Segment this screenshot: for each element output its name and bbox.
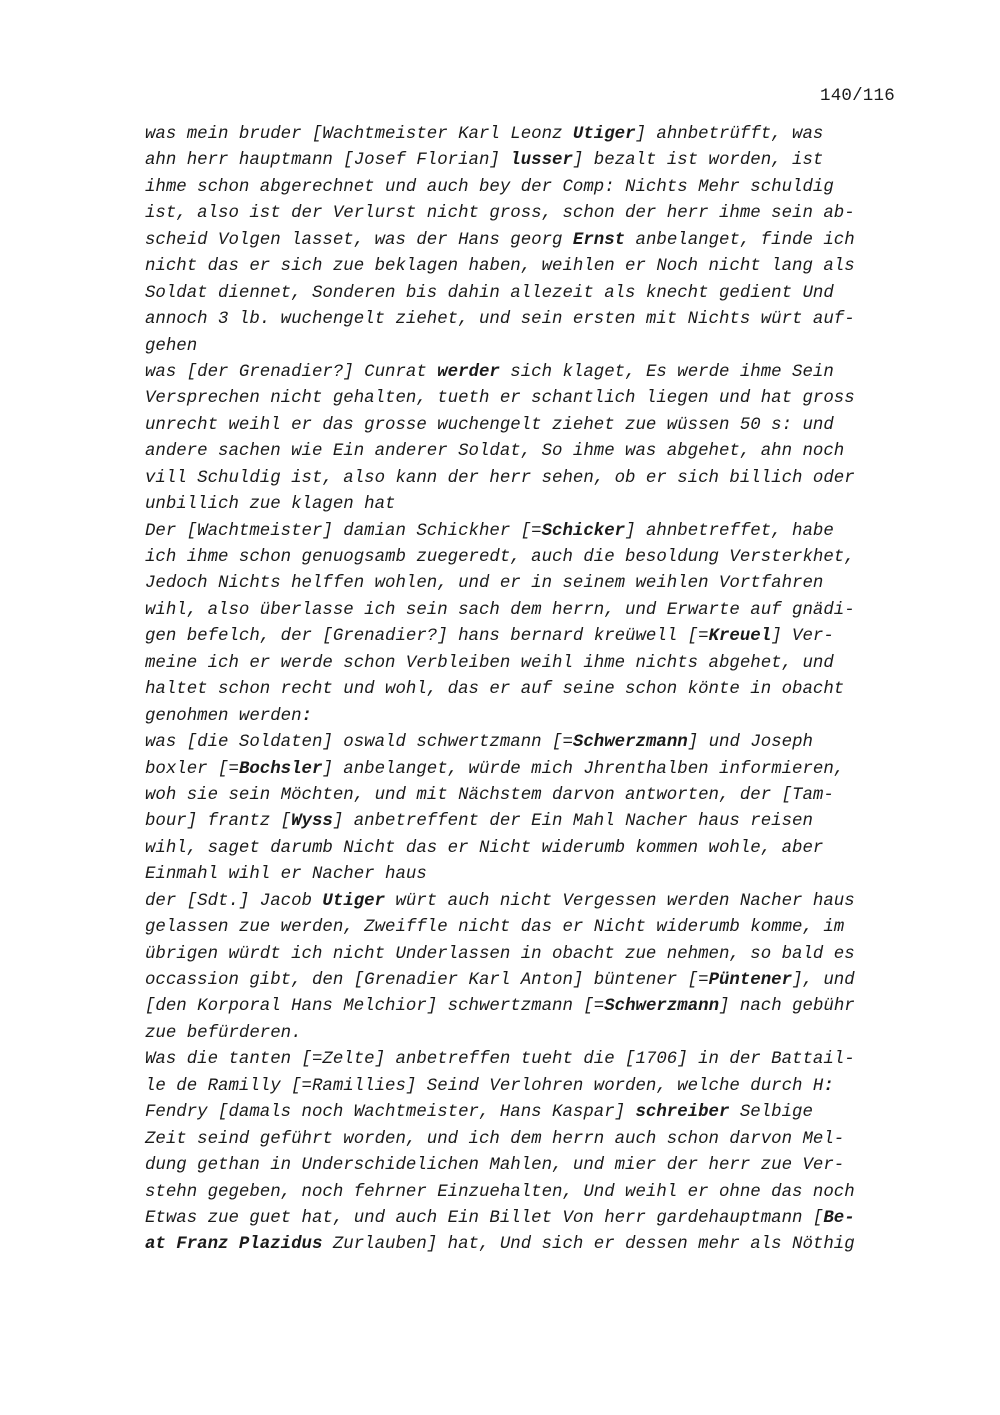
text-segment: wihl, also überlasse ich sein sach dem herrn, und Erwarte auf gnädi-: [145, 600, 855, 620]
text-segment: bour] frantz [: [145, 812, 292, 832]
emphasized-name: lusser: [510, 151, 573, 171]
text-segment: annoch 3 lb. wuchengelt ziehet, und sein ersten mit Nichts würt auf-: [145, 310, 855, 330]
text-line: [145, 915, 915, 941]
text-segment: nicht das er sich zue beklagen haben, weihlen er Noch nicht lang als: [145, 257, 855, 277]
text-line: [145, 571, 915, 597]
text-segment: ] bezalt ist worden, ist: [572, 151, 824, 171]
text-segment: boxler [=: [145, 759, 239, 779]
emphasized-name: Schwerzmann: [604, 997, 720, 1017]
text-segment: Zeit seind geführt worden, und ich dem herrn auch schon darvon Mel-: [145, 1129, 845, 1149]
emphasized-name: Püntener: [708, 971, 793, 990]
text-line: [145, 889, 915, 915]
text-segment: Selbige: [729, 1103, 813, 1123]
text-segment: zue befürderen.: [145, 1023, 302, 1043]
text-segment: würt auch nicht Vergessen werden Nacher haus: [385, 891, 855, 911]
text-segment: was mein bruder [Wachtmeister Karl Leonz: [145, 125, 573, 144]
text-line: [145, 492, 915, 518]
text-segment: Der [Wachtmeister] damian Schickher [=: [145, 521, 542, 541]
text-segment: übrigen würdt ich nicht Underlassen in obacht zue nehmen, so bald es: [145, 944, 855, 964]
text-line: [145, 624, 915, 650]
text-segment: sich klaget, Es werde ihme Sein: [499, 362, 834, 382]
text-segment: ], und: [792, 971, 855, 990]
emphasized-name: werder: [437, 362, 500, 382]
text-segment: woh sie sein Möchten, und mit Nächstem darvon antworten, der [Tam-: [145, 785, 834, 805]
emphasized-name: Wyss: [291, 812, 333, 832]
text-segment: Fendry [damals noch Wachtmeister, Hans Kaspar]: [145, 1103, 636, 1123]
emphasized-name: Ernst: [572, 230, 626, 250]
text-line: [145, 809, 915, 835]
text-segment: le de Ramilly [=Ramillies] Seind Verlohren worden, welche durch H: [145, 1076, 824, 1096]
text-line: [145, 968, 915, 994]
text-line: [145, 360, 915, 386]
text-segment: ihme schon abgerechnet und auch bey der Comp: Nichts Mehr schuldig: [145, 177, 834, 197]
text-segment: ] anbetreffent der Ein Mahl Nacher haus reisen: [332, 812, 813, 832]
text-line: [145, 228, 915, 254]
emphasized-name: Kreuel: [708, 627, 772, 647]
text-line: [145, 862, 915, 888]
text-segment: ] nach gebühr: [719, 997, 855, 1017]
text-segment: Was die tanten [=Zelte] anbetreffen tueht die [1706] in der Battail-: [145, 1050, 855, 1070]
text-segment: Zurlauben] hat, Und sich er dessen mehr als Nöthig: [322, 1235, 855, 1255]
text-line: [145, 1127, 915, 1153]
text-segment: meine ich er werde schon Verbleiben weihl ihme nichts abgehet, und: [145, 653, 834, 673]
text-line: [145, 175, 915, 201]
emphasized-name: Schicker: [541, 521, 626, 541]
text-line: [145, 122, 915, 148]
text-segment: wihl, saget darumb Nicht das er Nicht widerumb kommen wohle, aber: [145, 838, 824, 858]
text-line: [145, 757, 915, 783]
text-segment: ahn herr hauptmann [Josef Florian]: [145, 151, 511, 171]
text-segment: andere sachen wie Ein anderer Soldat, So ihme was abgehet, ahn noch: [145, 442, 845, 462]
text-line: [145, 545, 915, 571]
text-line: [145, 1232, 915, 1258]
text-segment: occassion gibt, den [Grenadier Karl Anton] büntener [=: [145, 971, 709, 990]
text-segment: was [der Grenadier?] Cunrat: [145, 362, 438, 382]
emphasized-name: Bochsler: [238, 759, 323, 779]
text-line: [145, 1100, 915, 1126]
text-line: [145, 519, 915, 545]
text-line: [145, 942, 915, 968]
page-number: 140/116: [820, 86, 895, 106]
emphasized-name: Be-: [823, 1208, 855, 1228]
text-line: [145, 836, 915, 862]
text-segment: Einmahl wihl er Nacher haus: [145, 865, 427, 885]
text-line: [145, 1153, 915, 1179]
text-segment: anbelanget, finde ich: [625, 230, 855, 250]
text-segment: [den Korporal Hans Melchior] schwertzmann [=: [145, 997, 605, 1017]
text-line: [145, 1180, 915, 1206]
emphasized-name: :: [823, 1076, 834, 1096]
text-line: [145, 386, 915, 412]
emphasized-name: Utiger: [322, 891, 386, 911]
emphasized-name: schreiber: [635, 1103, 730, 1123]
text-segment: der [Sdt.] Jacob: [145, 891, 323, 911]
text-line: [145, 677, 915, 703]
text-line: [145, 201, 915, 227]
emphasized-name: :: [301, 706, 312, 726]
text-line: [145, 466, 915, 492]
text-line: [145, 783, 915, 809]
text-segment: ist, also ist der Verlurst nicht gross, schon der herr ihme sein ab-: [145, 204, 855, 224]
text-line: [145, 334, 915, 360]
text-segment: ] anbelanget, würde mich Jhrenthalben informieren,: [322, 759, 845, 779]
text-segment: stehn gegeben, noch fehrner Einzuehalten, Und weihl er ohne das noch: [145, 1182, 855, 1202]
text-segment: ich ihme schon genuogsamb zuegeredt, auch die besoldung Versterkhet,: [145, 548, 855, 567]
text-segment: gelassen zue werden, Zweiffle nicht das er Nicht widerumb komme, im: [145, 918, 845, 938]
text-segment: ] ahnbetrüfft, was: [635, 125, 824, 144]
text-segment: Etwas zue guet hat, und auch Ein Billet Von herr gardehauptmann [: [145, 1208, 824, 1228]
text-line: [145, 651, 915, 677]
emphasized-name: Utiger: [572, 125, 636, 144]
text-line: [145, 1074, 915, 1100]
text-segment: gen befelch, der [Grenadier?] hans bernard kreüwell [=: [145, 627, 709, 647]
emphasized-name: at Franz Plazidus: [145, 1235, 323, 1255]
text-segment: ] Ver-: [771, 627, 834, 647]
text-line: [145, 307, 915, 333]
text-line: [145, 994, 915, 1020]
text-segment: was [die Soldaten] oswald schwertzmann [=: [145, 733, 573, 753]
text-segment: Versprechen nicht gehalten, tueth er schantlich liegen und hat gross: [145, 389, 855, 409]
text-segment: ] und Joseph: [687, 733, 813, 753]
text-line: [145, 254, 915, 280]
text-line: [145, 598, 915, 624]
emphasized-name: Schwerzmann: [572, 733, 688, 753]
transcription-body: [145, 122, 915, 1259]
text-line: [145, 413, 915, 439]
text-segment: vill Schuldig ist, also kann der herr sehen, ob er sich billich oder: [145, 468, 855, 488]
text-segment: haltet schon recht und wohl, das er auf seine schon könte in obacht: [145, 680, 845, 700]
text-segment: ] ahnbetreffet, habe: [625, 521, 834, 541]
text-line: [145, 1021, 915, 1047]
text-segment: dung gethan in Underschidelichen Mahlen, und mier der herr zue Ver-: [145, 1156, 845, 1176]
text-line: [145, 1047, 915, 1073]
text-segment: Jedoch Nichts helffen wohlen, und er in seinem weihlen Vortfahren: [145, 574, 824, 594]
text-segment: genohmen werden: [145, 706, 302, 726]
text-segment: unrecht weihl er das grosse wuchengelt ziehet zue wüssen 50 s: und: [145, 415, 834, 435]
text-segment: unbillich zue klagen hat: [145, 495, 396, 515]
text-line: [145, 148, 915, 174]
text-line: [145, 281, 915, 307]
text-segment: scheid Volgen lasset, was der Hans georg: [145, 230, 573, 250]
text-line: [145, 704, 915, 730]
text-line: [145, 730, 915, 756]
text-line: [145, 1206, 915, 1232]
text-segment: Soldat diennet, Sonderen bis dahin allezeit als knecht gedient Und: [145, 283, 834, 303]
text-segment: gehen: [145, 336, 198, 356]
text-line: [145, 439, 915, 465]
